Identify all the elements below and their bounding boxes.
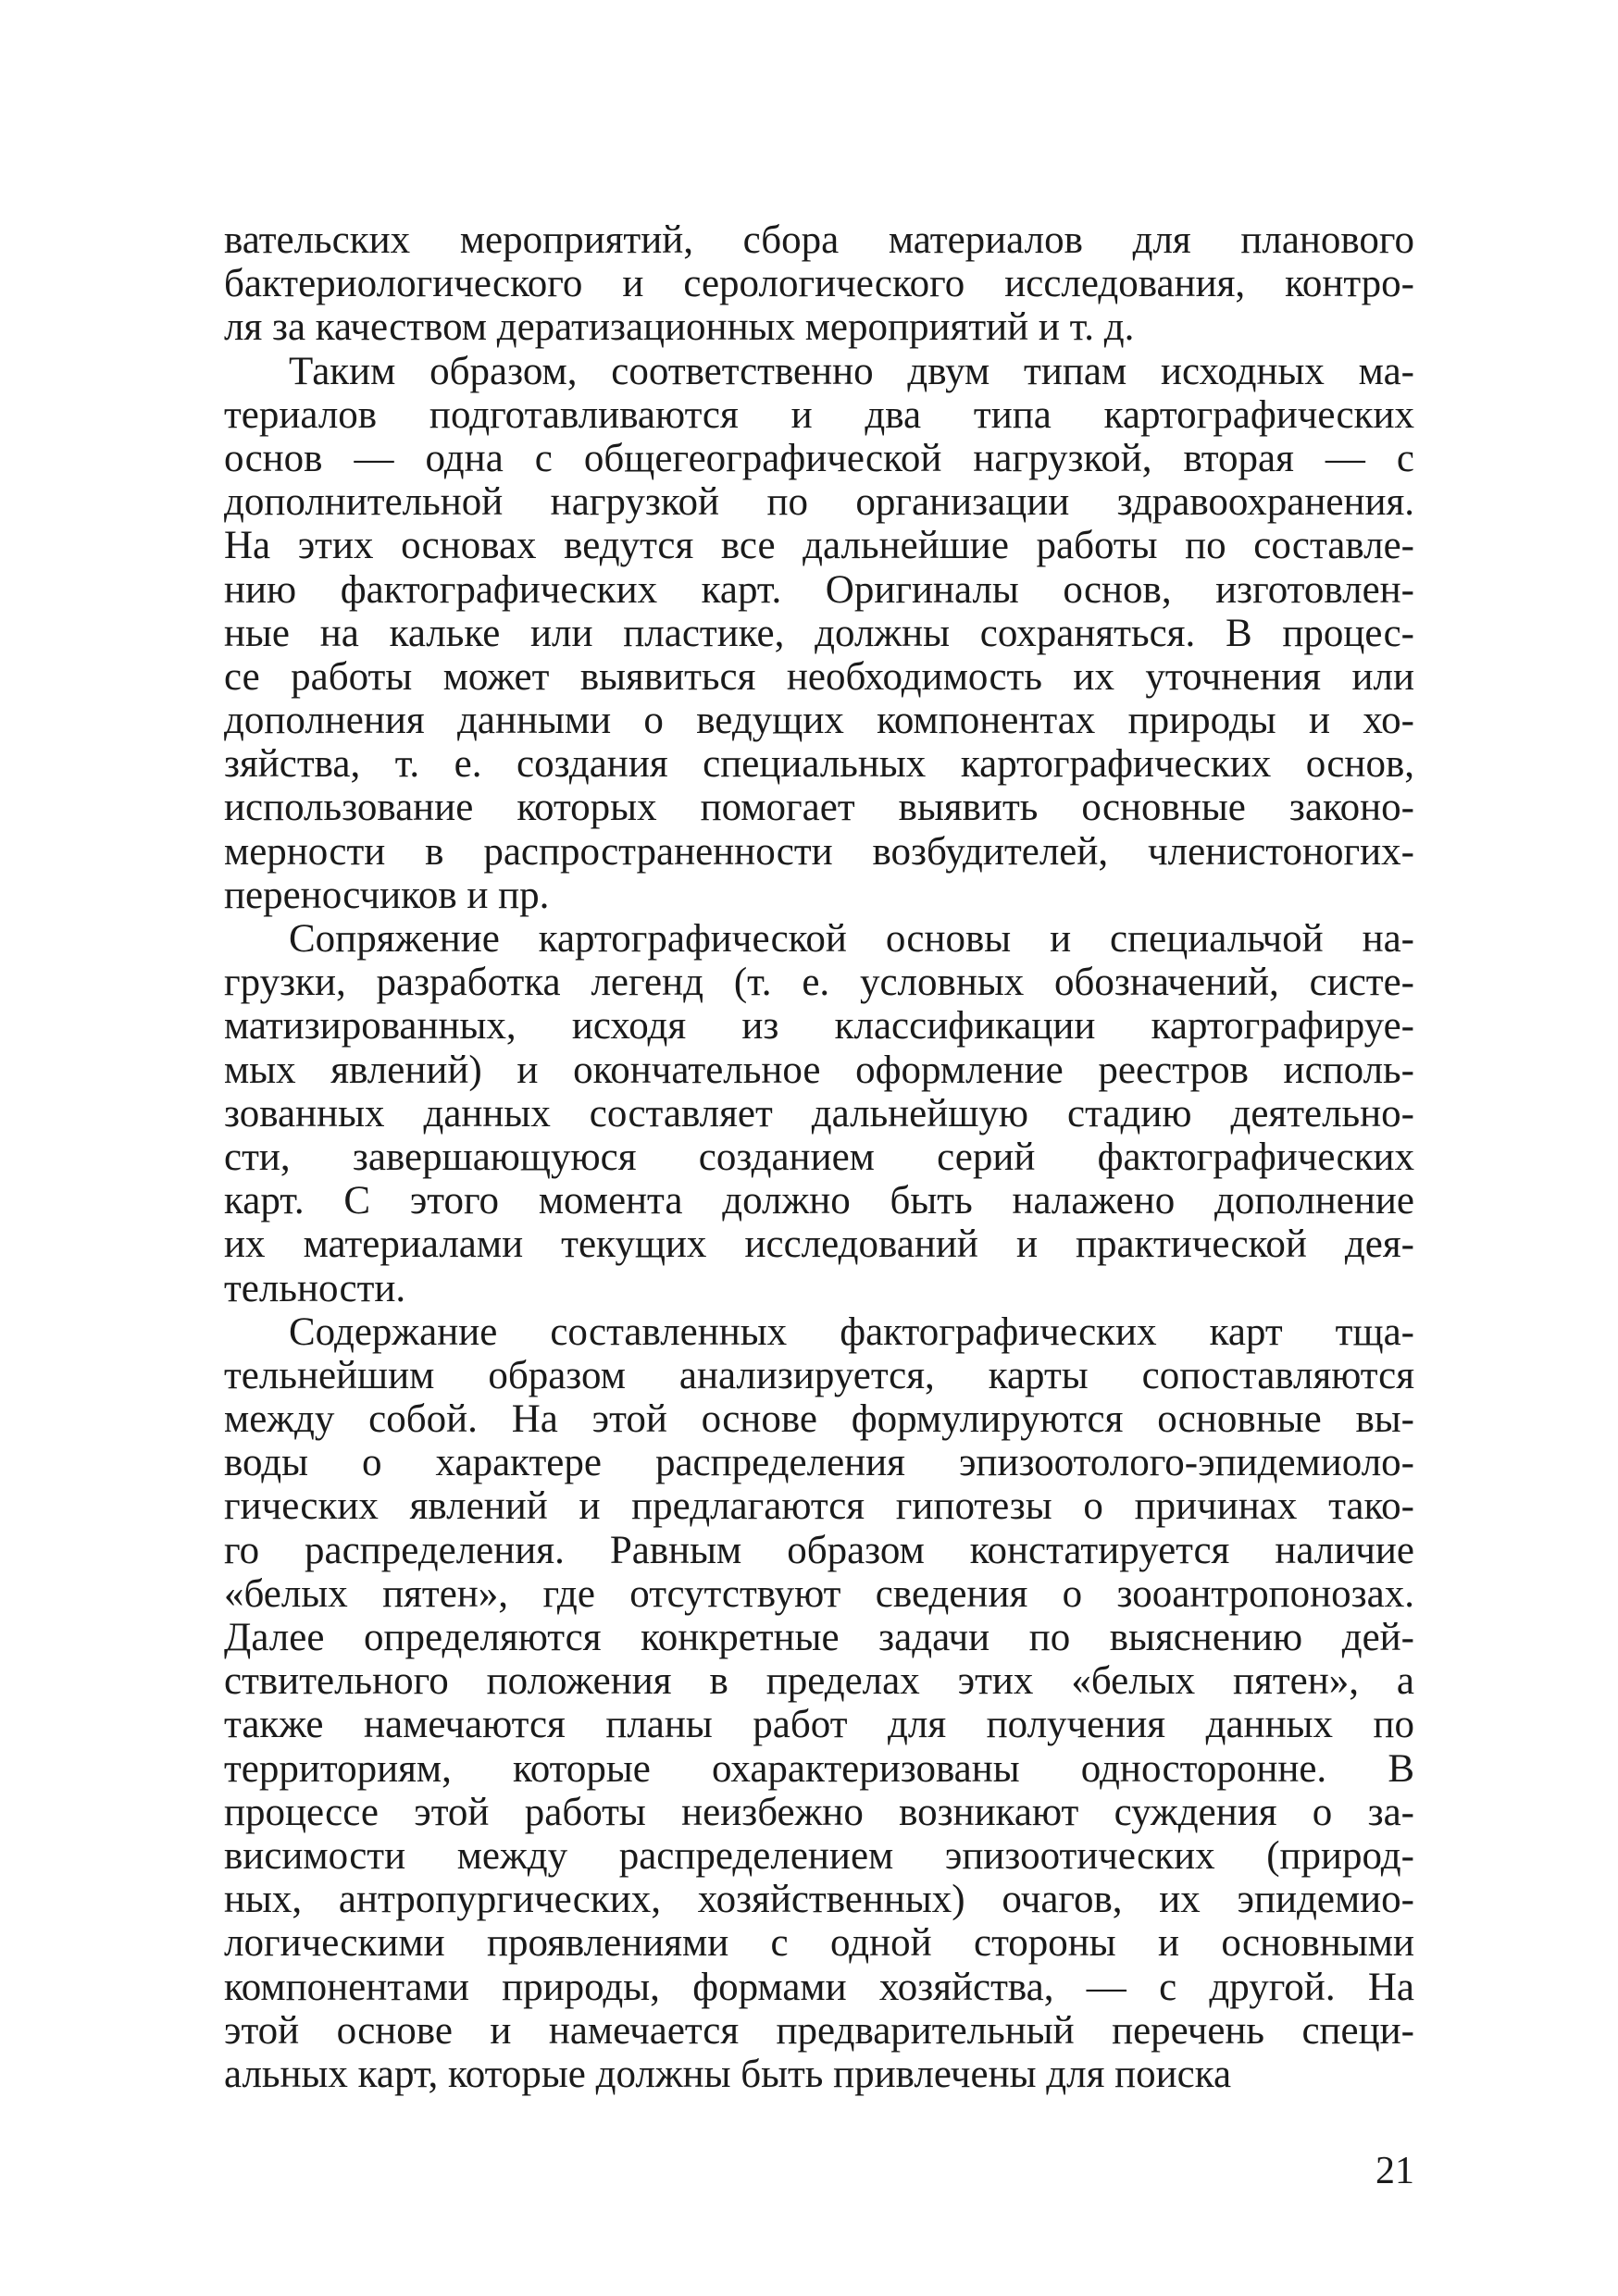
paragraph (224, 218, 1414, 350)
text-line: логическими проявлениями с одной стороны и основными (224, 1921, 1414, 1966)
text-line: процессе этой работы неизбежно возникают суждения о за- (224, 1790, 1414, 1834)
text-line: основ — одна с общегеографической нагрузкой, вторая — с (224, 436, 1414, 480)
text-line: сти, завершающуюся созданием серий фактографических (224, 1135, 1414, 1179)
text-line: мерности в распространенности возбудителей, членистоногих- (224, 829, 1414, 874)
text-line: их материалами текущих исследований и практической дея- (224, 1222, 1414, 1267)
text-line: териалов подготавливаются и два типа картографических (224, 392, 1414, 437)
text-line: переносчиков и пр. (224, 873, 550, 917)
text-line: территориям, которые охарактеризованы односторонне. В (224, 1746, 1414, 1791)
text-line: воды о характере распределения эпизоотолого-эпидемиоло- (224, 1441, 1414, 1485)
text-line: бактериологического и серологического исследования, контро- (224, 262, 1414, 306)
text-line: ля за качеством дератизационных мероприятий и т. д. (224, 305, 1135, 350)
text-line: этой основе и намечается предварительный перечень специ- (224, 2008, 1414, 2053)
text-line: ствительного положения в пределах этих «белых пятен», а (224, 1659, 1414, 1704)
text-line: го распределения. Равным образом констатируется наличие (224, 1528, 1414, 1572)
text-line: между собой. На этой основе формулируются основные вы- (224, 1397, 1414, 1442)
text-line: Таким образом, соответственно двум типам исходных ма- (289, 349, 1414, 393)
text-line: мых явлений) и окончательное оформление реестров исполь- (224, 1048, 1414, 1092)
text-line: дополнительной нагрузкой по организации здравоохранения. (224, 480, 1414, 525)
text-line: «белых пятен», где отсутствуют сведения о зооантропонозах. (224, 1571, 1414, 1616)
text-line: гических явлений и предлагаются гипотезы о причинах тако- (224, 1484, 1414, 1529)
paragraph (224, 917, 1414, 1310)
text-line: висимости между распределением эпизоотических (природ- (224, 1833, 1414, 1878)
text-line: вательских мероприятий, сбора материалов для планового (224, 218, 1414, 262)
text-line: тельнейшим образом анализируется, карты сопоставляются (224, 1353, 1414, 1397)
text-line: грузки, разработка легенд (т. е. условных обозначений, систе- (224, 961, 1414, 1005)
body-text (224, 218, 1414, 2096)
text-line: использование которых помогает выявить основные законо- (224, 786, 1414, 830)
paragraph (224, 1310, 1414, 2096)
text-line: карт. С этого момента должно быть налажено дополнение (224, 1179, 1414, 1223)
text-line: Содержание составленных фактографических карт тща- (289, 1309, 1414, 1354)
text-line: нию фактографических карт. Оригиналы основ, изготовлен- (224, 567, 1414, 612)
paragraph (224, 350, 1414, 917)
text-line: Сопряжение картографической основы и специальчой на- (289, 917, 1414, 961)
text-line: матизированных, исходя из классификации картографируе- (224, 1004, 1414, 1049)
text-line: дополнения данными о ведущих компонентах природы и хо- (224, 699, 1414, 743)
text-line: се работы может выявиться необходимость их уточнения или (224, 654, 1414, 699)
text-line: альных карт, которые должны быть привлечены для поиска (224, 2052, 1232, 2096)
text-line: зяйства, т. е. создания специальных картографических основ, (224, 742, 1414, 787)
text-line: На этих основах ведутся все дальнейшие работы по составле- (224, 524, 1414, 568)
text-line: ных, антропургических, хозяйственных) очагов, их эпидемио- (224, 1878, 1414, 1922)
text-line: Далее определяются конкретные задачи по выяснению дей- (224, 1616, 1414, 1659)
text-line: зованных данных составляет дальнейшую стадию деятельно- (224, 1091, 1414, 1136)
page-number: 21 (1375, 2150, 1414, 2192)
text-line: ные на кальке или пластике, должны сохраняться. В процес- (224, 611, 1414, 655)
text-line: также намечаются планы работ для получения данных по (224, 1703, 1414, 1747)
text-line: тельности. (224, 1266, 406, 1310)
text-line: компонентами природы, формами хозяйства, — с другой. На (224, 1965, 1414, 2009)
